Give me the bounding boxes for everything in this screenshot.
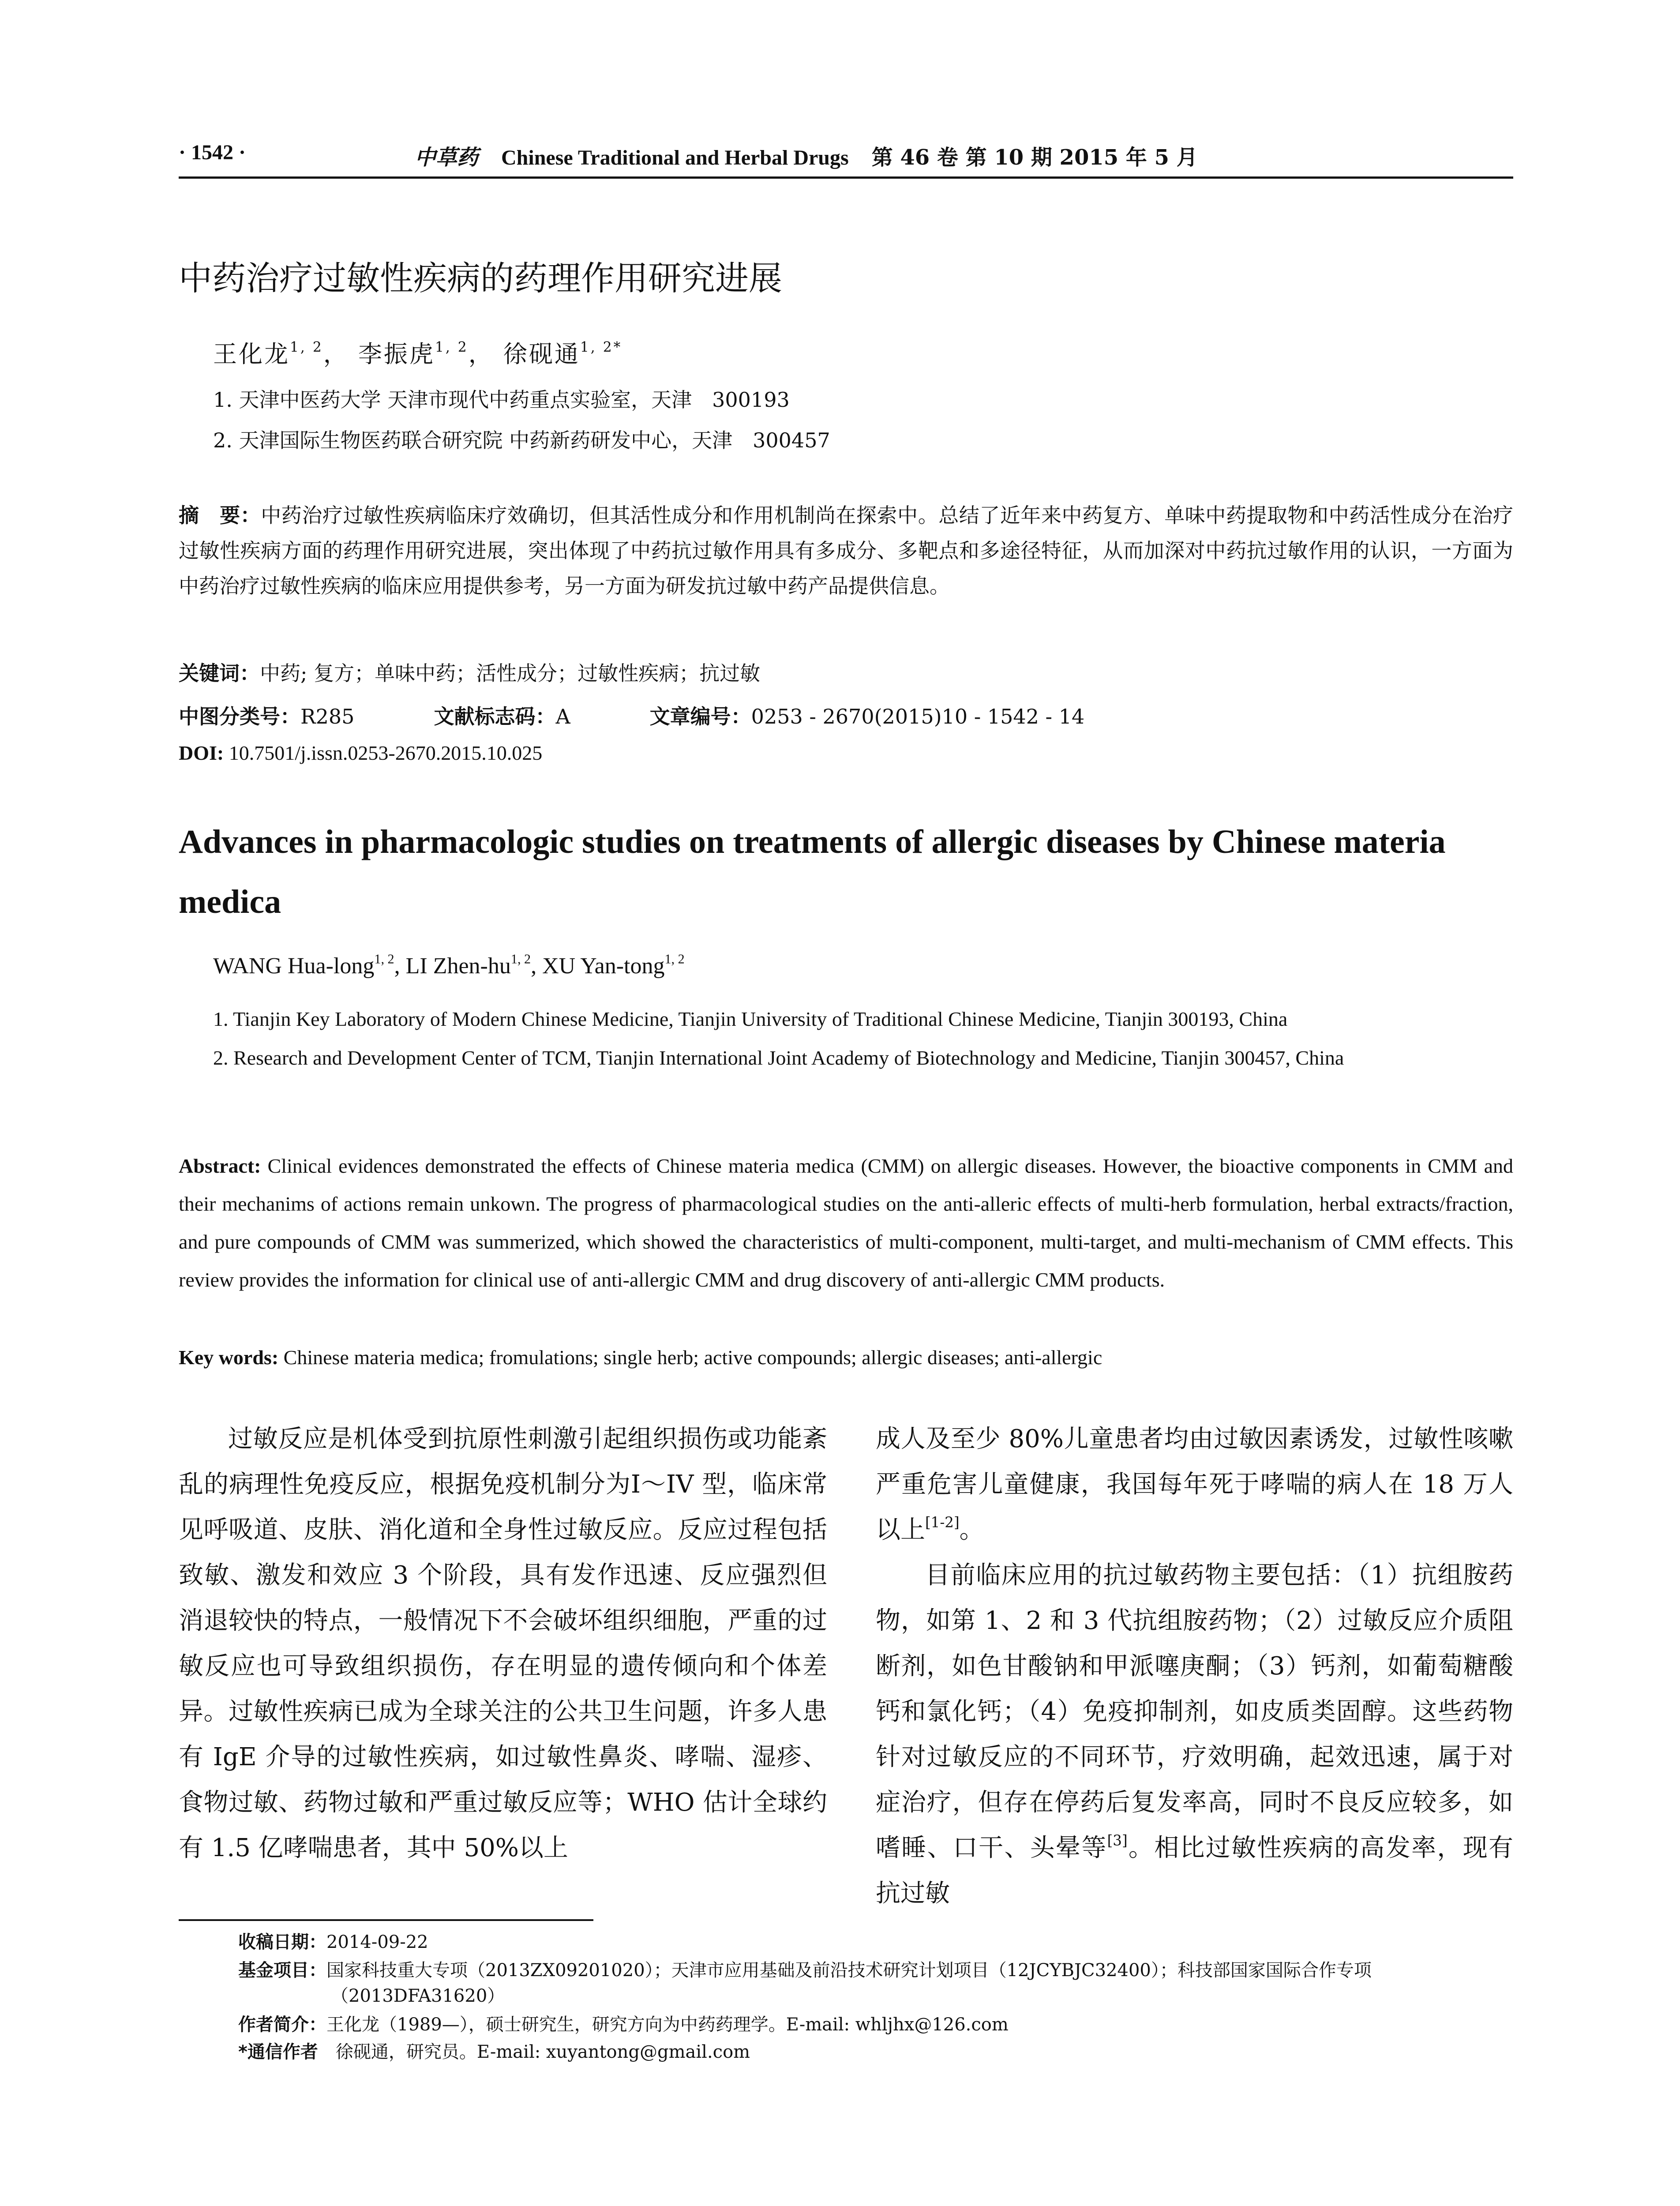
journal-name-en: Chinese Traditional and Herbal Drugs (501, 146, 849, 169)
cn-authors (213, 335, 622, 369)
author-separator: , (394, 953, 406, 979)
fund-text: 国家科技重大专项（2013ZX09201020）；天津市应用基础及前沿技术研究计划项目（12JCYBJC32400）；科技部国家国际合作专项（2013DFA31620） (326, 1960, 1372, 2006)
en-abstract-text: Clinical evidences demonstrated the effects of Chinese materia medica (CMM) on allergic diseases. However, the bioactive components in CMM and their mechanims of actions remain unkown. The progress of pharmacological studies on the anti-alleric effects of multi-herb formulation, herbal extracts/fraction, and pure compounds of CMM was summerized, which showed the characteristics of multi-component, multi-target, and multi-mechanism of CMM effects. This review provides the information for clinical use of anti-allergic CMM and drug discovery of anti-allergic CMM products. (179, 1155, 1513, 1291)
en-author-2: LI Zhen-hu (405, 953, 511, 979)
cn-author-2: 李振虎 (358, 340, 435, 368)
clc-label: 中图分类号： (179, 705, 300, 728)
footnote-rule (179, 1919, 593, 1921)
body-paragraph (876, 1416, 1513, 1553)
footnote-fund (238, 1958, 1513, 2009)
en-keywords-label: Key words: (179, 1346, 279, 1369)
cn-keywords (179, 657, 760, 687)
doc-code-value: A (555, 705, 570, 728)
cn-keywords-label: 关键词： (179, 661, 260, 685)
doi-line (179, 741, 542, 765)
footnote-received (238, 1929, 428, 1955)
cn-abstract-label: 摘 要： (179, 503, 261, 527)
author-bio-text: 王化龙（1989—），硕士研究生，研究方向为中药药理学。E-mail: whljhx@126.com (326, 2015, 1009, 2035)
cn-title: 中药治疗过敏性疾病的药理作用研究进展 (179, 259, 782, 298)
cn-author-1: 王化龙 (213, 340, 290, 368)
article-no-value: 0253 - 2670(2015)10 - 1542 - 14 (751, 705, 1085, 728)
en-title: Advances in pharmacologic studies on treatments of allergic diseases by Chinese materia medica (179, 823, 1446, 920)
en-author-3: XU Yan-tong (542, 953, 665, 979)
doc-code-label: 文献标志码： (434, 705, 556, 728)
body-paragraph: 过敏反应是机体受到抗原性刺激引起组织损伤或功能紊乱的病理性免疫反应，根据免疫机制分为I～IV 型，临床常见呼吸道、皮肤、消化道和全身性过敏反应。反应过程包括致敏、激发和效应 3 个阶段，具有发作迅速、反应强烈但消退较快的特点，一般情况下不会破坏组织细胞，严重的过敏反应也可导致组织损伤，存在明显的遗传倾向和个体差异。过敏性疾病已成为全球关注的公共卫生问题，许多人患有 IgE 介导的过敏性疾病，如过敏性鼻炎、哮喘、湿疹、食物过敏、药物过敏和严重过敏反应等；WHO 估计全球约有 1.5 亿哮喘患者，其中 50%以上 (179, 1425, 827, 1862)
cn-abstract-text: 中药治疗过敏性疾病临床疗效确切，但其活性成分和作用机制尚在探索中。总结了近年来中药复方、单味中药提取物和中药活性成分在治疗过敏性疾病方面的药理作用研究进展，突出体现了中药抗过敏作用具有多成分、多靶点和多途径特征，从而加深对中药抗过敏作用的认识，一方面为中药治疗过敏性疾病的临床应用提供参考，另一方面为研发抗过敏中药产品提供信息。 (179, 503, 1513, 598)
received-date: 2014-09-22 (326, 1932, 428, 1952)
cn-classification-line (179, 701, 1084, 730)
page-number: · 1542 · (179, 141, 246, 164)
footnote-author (238, 2012, 1009, 2037)
doi-label: DOI: (179, 742, 224, 764)
en-abstract-label: Abstract: (179, 1155, 261, 1177)
cn-keywords-text: 中药; 复方；单味中药；活性成分；过敏性疾病；抗过敏 (260, 661, 761, 685)
cn-author-3-affil: 1, 2* (580, 339, 622, 356)
author-separator: ， (323, 340, 349, 368)
body-text: 目前临床应用的抗过敏药物主要包括：（1）抗组胺药物，如第 1、2 和 3 代抗组胺药物；（2）过敏反应介质阻断剂，如色甘酸钠和甲派噻庚酮；（3）钙剂，如葡萄糖酸钙和氯化钙；（4）免疫抑制剂，如皮质类固醇。这些药物针对过敏反应的不同环节，疗效明确，起效迅速，属于对症治疗，但存在停药后复发率高，同时不良反应较多，如嗜睡、口干、头晕等 (876, 1561, 1513, 1862)
en-author-3-affil: 1, 2 (664, 951, 685, 967)
journal-brand-cn: 中草药 (415, 145, 479, 170)
corresponding-text: 徐砚通，研究员。E-mail: xuyantong@gmail.com (335, 2042, 750, 2062)
author-separator: , (531, 953, 543, 979)
received-label: 收稿日期： (238, 1932, 326, 1952)
cn-affiliation-1: 1. 天津中医药大学 天津市现代中药重点实验室，天津 300193 (213, 388, 790, 412)
body-text: 。 (959, 1516, 984, 1544)
en-keywords-text: Chinese materia medica; fromulations; single herb; active compounds; allergic diseases; anti-allergic (283, 1346, 1102, 1369)
cn-author-3: 徐砚通 (503, 340, 580, 368)
cn-author-2-affil: 1, 2 (435, 339, 469, 356)
corresponding-label: *通信作者 (238, 2042, 318, 2062)
en-abstract (179, 1147, 1513, 1299)
doi-value: 10.7501/j.issn.0253-2670.2015.10.025 (229, 742, 543, 764)
article-no-label: 文章编号： (649, 705, 751, 728)
en-author-1-affil: 1, 2 (374, 951, 394, 967)
author-separator: ， (468, 340, 494, 368)
en-author-2-affil: 1, 2 (510, 951, 531, 967)
en-keywords (179, 1346, 1102, 1369)
body-text: 。相比过敏性疾病的高发率，现有抗过敏 (876, 1834, 1514, 1908)
issue-info: 第 46 卷 第 10 期 2015 年 5 月 (871, 145, 1198, 170)
body-paragraph (876, 1553, 1513, 1916)
cn-abstract (179, 498, 1513, 604)
journal-line (415, 140, 1198, 171)
en-affiliation-2: 2. Research and Development Center of TCM, Tianjin International Joint Academy of Biotechnology and Medicine, Tianjin 300457, China (213, 1047, 1344, 1069)
body-column-left (179, 1416, 827, 1871)
header-rule (179, 176, 1513, 179)
citation-ref: [3] (1107, 1832, 1128, 1849)
author-bio-label: 作者简介： (238, 2015, 326, 2035)
footnote-corresponding (238, 2039, 750, 2065)
running-header (179, 140, 1513, 176)
clc-value: R285 (300, 705, 355, 728)
citation-ref: [1-2] (925, 1514, 960, 1531)
en-author-1: WANG Hua-long (213, 953, 375, 979)
cn-affiliation-2: 2. 天津国际生物医药联合研究院 中药新药研发中心，天津 300457 (213, 428, 830, 452)
fund-label: 基金项目： (238, 1960, 326, 1981)
en-authors (213, 953, 685, 979)
en-affiliation-1: 1. Tianjin Key Laboratory of Modern Chinese Medicine, Tianjin University of Traditional Chinese Medicine, Tianjin 300193, China (213, 1008, 1288, 1030)
body-column-right (876, 1416, 1513, 1916)
body-text: 成人及至少 80%儿童患者均由过敏因素诱发，过敏性咳嗽严重危害儿童健康，我国每年死于哮喘的病人在 18 万人以上 (876, 1425, 1513, 1544)
cn-author-1-affil: 1, 2 (290, 339, 323, 356)
